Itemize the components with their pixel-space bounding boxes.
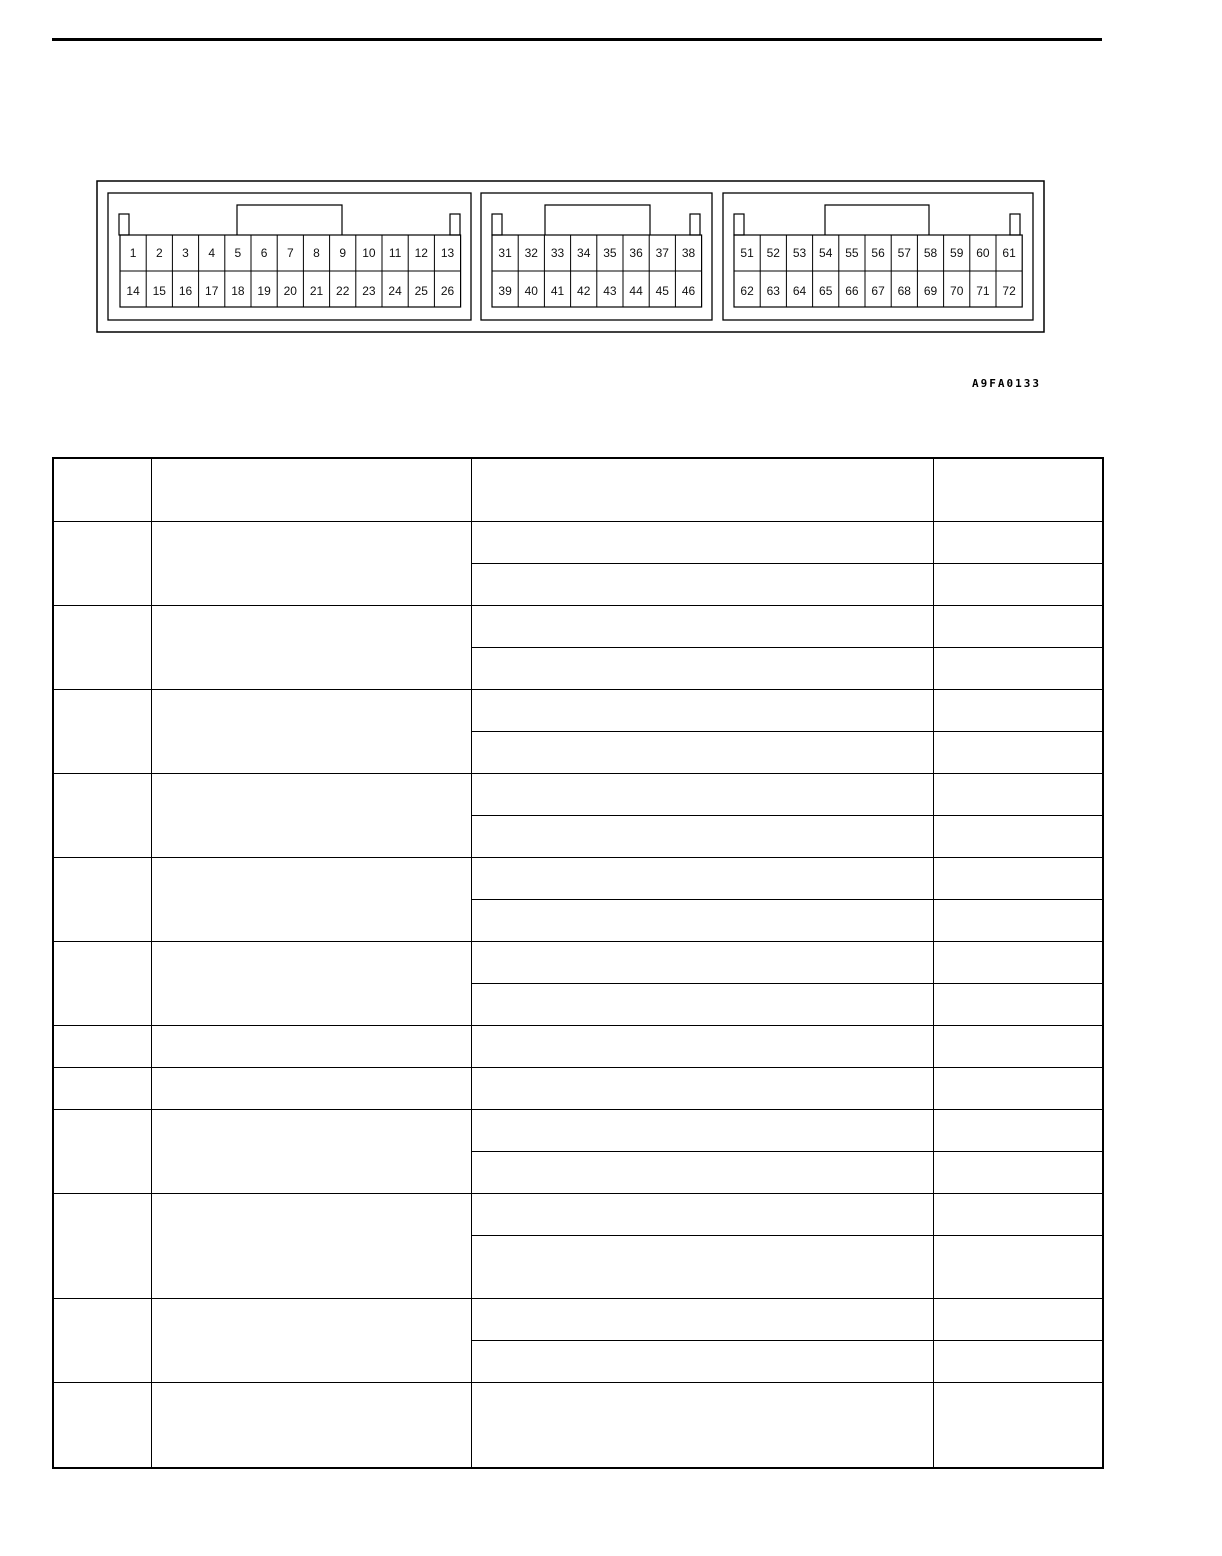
pin-55: 55 xyxy=(845,246,859,260)
pin-68: 68 xyxy=(897,284,911,298)
pin-38: 38 xyxy=(681,246,696,260)
value-cell xyxy=(933,1383,1103,1469)
table-row xyxy=(53,1110,1103,1152)
condition-cell xyxy=(471,984,933,1026)
pin-33: 33 xyxy=(550,246,565,260)
value-cell xyxy=(933,1026,1103,1068)
value-cell xyxy=(933,1152,1103,1194)
condition-cell xyxy=(471,1299,933,1341)
description-cell xyxy=(151,1110,471,1194)
pin-51: 51 xyxy=(740,246,754,260)
pin-57: 57 xyxy=(897,246,911,260)
pin-7: 7 xyxy=(286,246,294,260)
pin-18: 18 xyxy=(231,284,245,298)
table-row xyxy=(53,1194,1103,1236)
pin-cell xyxy=(53,774,151,858)
description-cell xyxy=(151,1383,471,1469)
description-cell xyxy=(151,858,471,942)
connector-block-3 xyxy=(723,193,1033,320)
table-row xyxy=(53,690,1103,732)
pin-44: 44 xyxy=(629,284,643,298)
pin-54: 54 xyxy=(819,246,833,260)
table-row xyxy=(53,774,1103,816)
pin-1: 1 xyxy=(129,246,137,260)
latch-right xyxy=(450,214,460,235)
value-cell xyxy=(933,564,1103,606)
description-cell xyxy=(151,690,471,774)
value-cell xyxy=(933,942,1103,984)
pin-8: 8 xyxy=(313,246,320,260)
table-row xyxy=(53,522,1103,564)
value-cell xyxy=(933,816,1103,858)
pin-67: 67 xyxy=(871,284,885,298)
pin-62: 62 xyxy=(740,284,754,298)
table-row xyxy=(53,1299,1103,1341)
pin-70: 70 xyxy=(950,284,964,298)
pin-cell xyxy=(53,606,151,690)
value-cell xyxy=(933,774,1103,816)
pin-52: 52 xyxy=(766,246,780,260)
pin-31: 31 xyxy=(498,246,512,260)
pin-6: 6 xyxy=(260,246,268,260)
table-row xyxy=(53,1026,1103,1068)
condition-cell xyxy=(471,774,933,816)
value-cell xyxy=(933,900,1103,942)
condition-cell xyxy=(471,1194,933,1236)
description-cell xyxy=(151,606,471,690)
connector-diagram xyxy=(0,0,1222,440)
condition-cell xyxy=(471,648,933,690)
pin-cell xyxy=(53,522,151,606)
pin-32: 32 xyxy=(524,246,538,260)
connector-block-1 xyxy=(108,193,471,320)
connector-block-2 xyxy=(481,193,712,320)
condition-cell xyxy=(471,1152,933,1194)
pin-22: 22 xyxy=(336,284,350,298)
condition-cell xyxy=(471,732,933,774)
pin-58: 58 xyxy=(923,246,938,260)
pin-41: 41 xyxy=(550,284,565,298)
value-cell xyxy=(933,522,1103,564)
pin-cell xyxy=(53,1068,151,1110)
value-cell xyxy=(933,690,1103,732)
condition-cell xyxy=(471,564,933,606)
condition-cell xyxy=(471,1341,933,1383)
pin-63: 63 xyxy=(766,284,780,298)
table-row xyxy=(53,1383,1103,1469)
pin-42: 42 xyxy=(577,284,591,298)
condition-cell xyxy=(471,1110,933,1152)
condition-cell xyxy=(471,858,933,900)
value-cell xyxy=(933,606,1103,648)
value-cell xyxy=(933,648,1103,690)
header-cell xyxy=(151,458,471,522)
pin-34: 34 xyxy=(577,246,591,260)
header-cell xyxy=(53,458,151,522)
value-cell xyxy=(933,1299,1103,1341)
pin-60: 60 xyxy=(976,246,990,260)
pin-25: 25 xyxy=(414,284,428,298)
pin-cell xyxy=(53,1110,151,1194)
value-cell xyxy=(933,1236,1103,1299)
value-cell xyxy=(933,858,1103,900)
pin-cell xyxy=(53,690,151,774)
pin-72: 72 xyxy=(1002,284,1016,298)
description-cell xyxy=(151,522,471,606)
pin-13: 13 xyxy=(440,246,455,260)
pin-12: 12 xyxy=(414,246,428,260)
pin-43: 43 xyxy=(603,284,617,298)
description-cell xyxy=(151,1068,471,1110)
latch-right xyxy=(1010,214,1020,235)
pin-11: 11 xyxy=(388,246,402,260)
header-cell xyxy=(471,458,933,522)
latch-left xyxy=(119,214,129,235)
pin-4: 4 xyxy=(208,246,216,260)
pin-69: 69 xyxy=(923,284,938,298)
pin-59: 59 xyxy=(950,246,964,260)
pin-26: 26 xyxy=(440,284,455,298)
pin-66: 66 xyxy=(845,284,859,298)
pin-39: 39 xyxy=(498,284,512,298)
pin-9: 9 xyxy=(339,246,347,260)
pin-23: 23 xyxy=(362,284,376,298)
pin-15: 15 xyxy=(152,284,166,298)
pin-cell xyxy=(53,1299,151,1383)
pin-3: 3 xyxy=(182,246,189,260)
pin-45: 45 xyxy=(655,284,669,298)
pin-21: 21 xyxy=(309,284,324,298)
condition-cell xyxy=(471,1236,933,1299)
condition-cell xyxy=(471,522,933,564)
pin-cell xyxy=(53,1194,151,1299)
pin-cell xyxy=(53,942,151,1026)
table-header-row xyxy=(53,458,1103,522)
condition-cell xyxy=(471,816,933,858)
table-row xyxy=(53,606,1103,648)
pin-37: 37 xyxy=(655,246,669,260)
pin-20: 20 xyxy=(283,284,297,298)
table-row xyxy=(53,1068,1103,1110)
pin-16: 16 xyxy=(178,284,193,298)
latch-left xyxy=(492,214,502,235)
value-cell xyxy=(933,732,1103,774)
pin-46: 46 xyxy=(681,284,696,298)
latch-right xyxy=(690,214,700,235)
pin-19: 19 xyxy=(257,284,271,298)
pin-56: 56 xyxy=(871,246,885,260)
value-cell xyxy=(933,1194,1103,1236)
condition-cell xyxy=(471,1068,933,1110)
pin-53: 53 xyxy=(792,246,807,260)
table-row xyxy=(53,942,1103,984)
pin-36: 36 xyxy=(629,246,643,260)
pin-64: 64 xyxy=(792,284,807,298)
pin-24: 24 xyxy=(388,284,402,298)
pin-65: 65 xyxy=(819,284,833,298)
table-row xyxy=(53,858,1103,900)
header-cell xyxy=(933,458,1103,522)
condition-cell xyxy=(471,606,933,648)
value-cell xyxy=(933,1068,1103,1110)
pin-40: 40 xyxy=(524,284,538,298)
pin-35: 35 xyxy=(603,246,617,260)
pin-cell xyxy=(53,858,151,942)
description-cell xyxy=(151,1026,471,1068)
pin-cell xyxy=(53,1026,151,1068)
description-cell xyxy=(151,1194,471,1299)
figure-code: A9FA0133 xyxy=(972,377,1041,390)
pin-5: 5 xyxy=(234,246,242,260)
condition-cell xyxy=(471,942,933,984)
description-cell xyxy=(151,942,471,1026)
value-cell xyxy=(933,1110,1103,1152)
pin-cell xyxy=(53,1383,151,1469)
pin-2: 2 xyxy=(155,246,163,260)
value-cell xyxy=(933,1341,1103,1383)
condition-cell xyxy=(471,1383,933,1469)
condition-cell xyxy=(471,1026,933,1068)
description-cell xyxy=(151,1299,471,1383)
condition-cell xyxy=(471,690,933,732)
value-cell xyxy=(933,984,1103,1026)
pin-71: 71 xyxy=(976,284,990,298)
pin-10: 10 xyxy=(362,246,376,260)
pin-14: 14 xyxy=(126,284,140,298)
description-cell xyxy=(151,774,471,858)
pin-17: 17 xyxy=(205,284,219,298)
pin-table xyxy=(52,457,1104,1469)
condition-cell xyxy=(471,900,933,942)
latch-left xyxy=(734,214,744,235)
pin-61: 61 xyxy=(1002,246,1016,260)
